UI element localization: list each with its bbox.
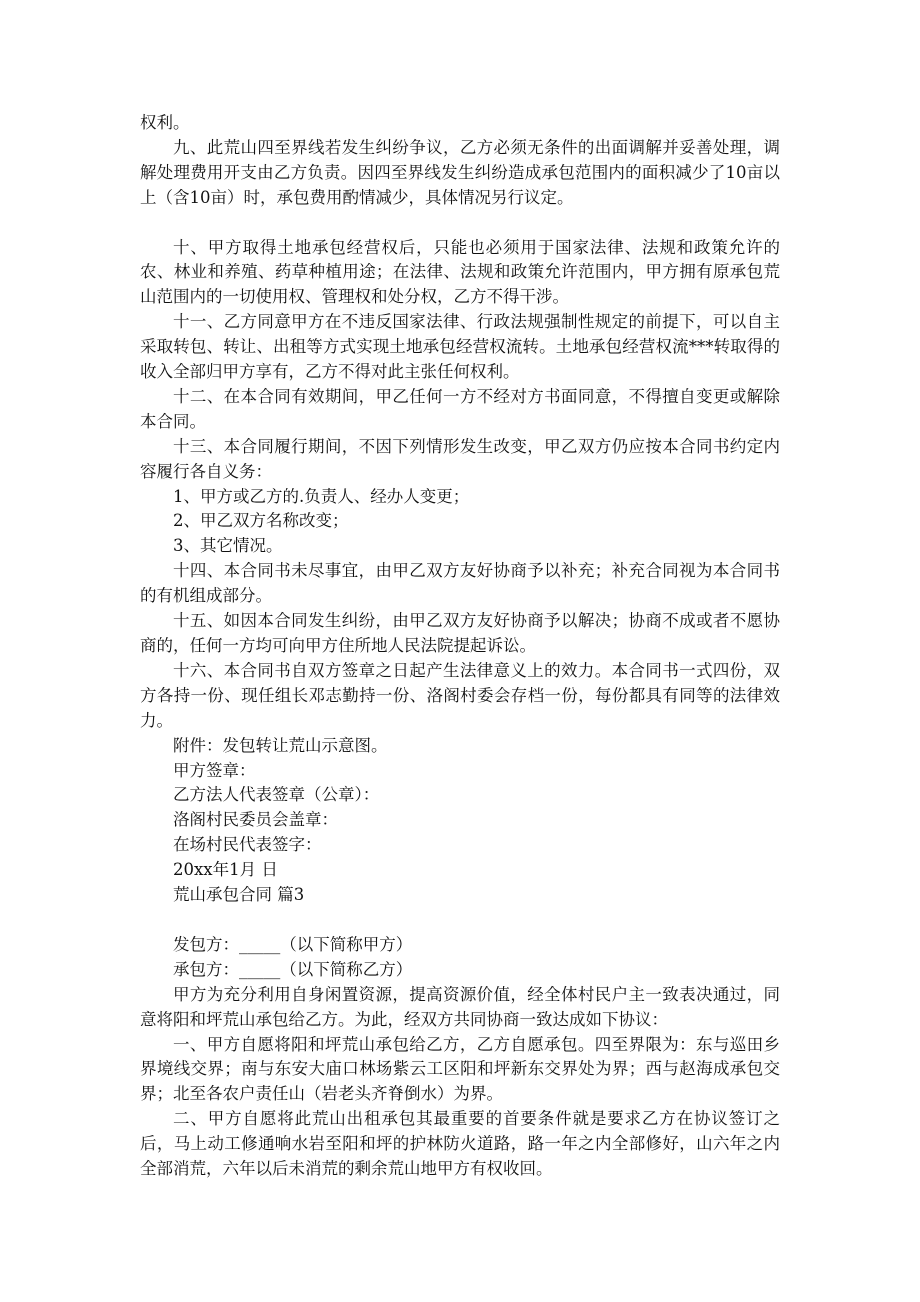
paragraph-clause-9: 九、此荒山四至界线若发生纠纷争议，乙方必须无条件的出面调解并妥善处理，调解处理费用开支由乙方负责。因四至界线发生纠纷造成承包范围内的面积减少了10亩以上（含10亩）时，承包费用酌情减少，具体情况另行议定。 (140, 137, 780, 207)
paragraph-article-1: 一、甲方自愿将阳和坪荒山承包给乙方，乙方自愿承包。四至界限为：东与巡田乡界境线交界；南与东安大庙口林场紫云工区阳和坪新东交界处为界；西与赵海成承包交界；北至各农户责任山（岩老头齐脊倒水）为界。 (140, 1034, 780, 1104)
contractor-line: 发包方：_____（以下简称甲方） (173, 934, 413, 954)
paragraph-clause-11: 十一、乙方同意甲方在不违反国家法律、行政法规强制性规定的前提下，可以自主采取转包、转让、出租等方式实现土地承包经营权流转。土地承包经营权流***转取得的收入全部归甲方享有，乙方不得对此主张任何权利。 (140, 312, 780, 382)
paragraph-article-2: 二、甲方自愿将此荒山出租承包其最重要的首要条件就是要求乙方在协议签订之后，马上动工修通响水岩至阳和坪的护林防火道路，路一年之内全部修好，山六年之内全部消荒，六年以后未消荒的剩余荒山地甲方有权收回。 (140, 1109, 780, 1179)
attachment-line: 附件：发包转让荒山示意图。 (173, 735, 388, 755)
paragraph-clause-13: 十三、本合同履行期间，不因下列情形发生改变，甲乙双方仍应按本合同书约定内容履行各自义务： (140, 436, 780, 481)
party-a-signature-line: 甲方签章： (173, 760, 256, 780)
blank-line (140, 211, 780, 236)
section-title: 荒山承包合同 篇3 (173, 885, 305, 905)
party-b-signature-line: 乙方法人代表签章（公章）： (173, 785, 380, 805)
village-committee-seal-line: 洛阁村民委员会盖章： (173, 810, 338, 830)
list-item-3: 3、其它情况。 (173, 536, 283, 556)
paragraph-clause-14: 十四、本合同书未尽事宜，由甲乙双方友好协商予以补充；补充合同视为本合同书的有机组成部分。 (140, 561, 780, 606)
paragraph-clause-15: 十五、如因本合同发生纠纷，由甲乙双方友好协商予以解决；协商不成或者不愿协商的，任何一方均可向甲方住所地人民法院提起诉讼。 (140, 611, 780, 656)
paragraph-clause-10: 十、甲方取得土地承包经营权后，只能也必须用于国家法律、法规和政策允许的农、林业和养殖、药草种植用途；在法律、法规和政策允许范围内，甲方拥有原承包荒山范围内的一切使用权、管理权和处分权，乙方不得干涉。 (140, 237, 780, 307)
contract-body (140, 111, 780, 1182)
preamble-paragraph: 甲方为充分利用自身闲置资源，提高资源价值，经全体村民户主一致表决通过，同意将阳和坪荒山承包给乙方。为此，经双方共同协商一致达成如下协议： (140, 984, 780, 1029)
date-line: 20xx年1月 日 (173, 860, 278, 880)
list-item-1: 1、甲方或乙方的.负责人、经办人变更； (173, 486, 470, 506)
paragraph-rights-end: 权利。 (140, 113, 190, 132)
paragraph-clause-12: 十二、在本合同有效期间，甲乙任何一方不经对方书面同意，不得擅自变更或解除本合同。 (140, 386, 780, 431)
contractee-line: 承包方：_____（以下简称乙方） (173, 959, 413, 979)
list-item-2: 2、甲乙双方名称改变； (173, 511, 349, 531)
villager-representative-line: 在场村民代表签字： (173, 835, 322, 855)
blank-line (140, 908, 780, 933)
paragraph-clause-16: 十六、本合同书自双方签章之日起产生法律意义上的效力。本合同书一式四份，双方各持一份、现任组长邓志勤持一份、洛阁村委会存档一份，每份都具有同等的法律效力。 (140, 660, 780, 730)
